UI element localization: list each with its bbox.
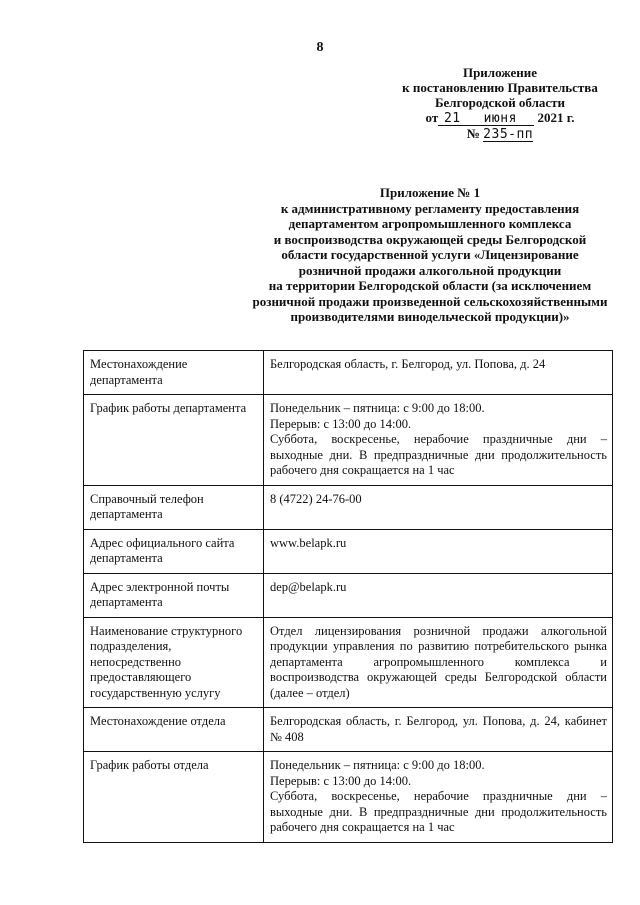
row-value-department-schedule: Понедельник – пятница: с 9:00 до 18:00. Перерыв: с 13:00 до 14:00. Суббота, воскресенье, нерабочие праздничные дни – выходные дни. В предпраздничные дни продолжительность рабочего дня сокращается на 1 час: [264, 395, 613, 486]
table-row: [84, 351, 613, 395]
table-row: [84, 529, 613, 573]
appendix-header-line1: Приложение: [462, 65, 538, 80]
title-line: Приложение № 1: [379, 185, 481, 200]
row-value-phone: 8 (4722) 24-76-00: [264, 485, 613, 529]
table-row: [84, 752, 613, 843]
row-value-office-location: Белгородская область, г. Белгород, ул. Попова, д. 24, кабинет № 408: [264, 708, 613, 752]
row-label-office-location: Местонахождение отдела: [84, 708, 264, 752]
page-number: 8: [316, 40, 324, 55]
title-line: департаментом агропромышленного комплекса: [288, 216, 572, 231]
row-value-office-schedule: Понедельник – пятница: с 9:00 до 18:00. Перерыв: с 13:00 до 14:00. Суббота, воскресенье, нерабочие праздничные дни – выходные дни. В предпраздничные дни продолжительность рабочего дня сокращается на 1 час: [264, 752, 613, 843]
title-line: розничной продажи произведенной сельскохозяйственными: [252, 293, 608, 309]
table-row: [84, 485, 613, 529]
title-line: розничной продажи алкогольной продукции: [298, 262, 562, 278]
date-day: 21: [438, 112, 466, 126]
appendix-header-line2: к постановлению Правительства: [402, 80, 598, 95]
row-value-email: dep@belapk.ru: [264, 573, 613, 617]
appendix-header-line3: Белгородской области: [434, 95, 566, 110]
table-row: [84, 573, 613, 617]
document-title: [230, 185, 630, 325]
row-label-subdivision: Наименование структурного подразделения, непосредственно предоставляющего государственную услугу: [84, 617, 264, 708]
row-value-subdivision: Отдел лицензирования розничной продажи алкогольной продукции управления по развитию потребительского рынка департамента агропромышленного комплекса и воспроизводства окружающей среды Белгородской области (далее – отдел): [264, 617, 613, 708]
row-label-office-schedule: График работы отдела: [84, 752, 264, 843]
row-value-website: www.belapk.ru: [264, 529, 613, 573]
date-year: 2021 г.: [537, 110, 575, 125]
title-line: к административному регламенту предоставления: [280, 200, 580, 216]
appendix-number-line: [380, 126, 620, 142]
department-info-table: [83, 350, 613, 843]
date-month: июня: [466, 112, 534, 126]
title-line: на территории Белгородской области (за исключением: [268, 278, 592, 293]
row-label-website: Адрес официального сайта департамента: [84, 529, 264, 573]
table-row: [84, 708, 613, 752]
title-line: производителями винодельческой продукции)»: [290, 309, 570, 324]
table-row: [84, 617, 613, 708]
appendix-header: [380, 65, 620, 142]
row-label-email: Адрес электронной почты департамента: [84, 573, 264, 617]
title-line: и воспроизводства окружающей среды Белгородской: [273, 231, 587, 247]
appendix-date-line: [380, 110, 620, 126]
row-label-department-location: Местонахождение департамента: [84, 351, 264, 395]
row-label-phone: Справочный телефон департамента: [84, 485, 264, 529]
row-value-department-location: Белгородская область, г. Белгород, ул. Попова, д. 24: [264, 351, 613, 395]
table-row: [84, 395, 613, 486]
title-line: области государственной услуги «Лицензирование: [281, 247, 579, 262]
number-prefix: №: [466, 126, 480, 141]
date-prefix: от: [425, 110, 439, 125]
number-value: 235-пп: [483, 127, 534, 142]
row-label-department-schedule: График работы департамента: [84, 395, 264, 486]
